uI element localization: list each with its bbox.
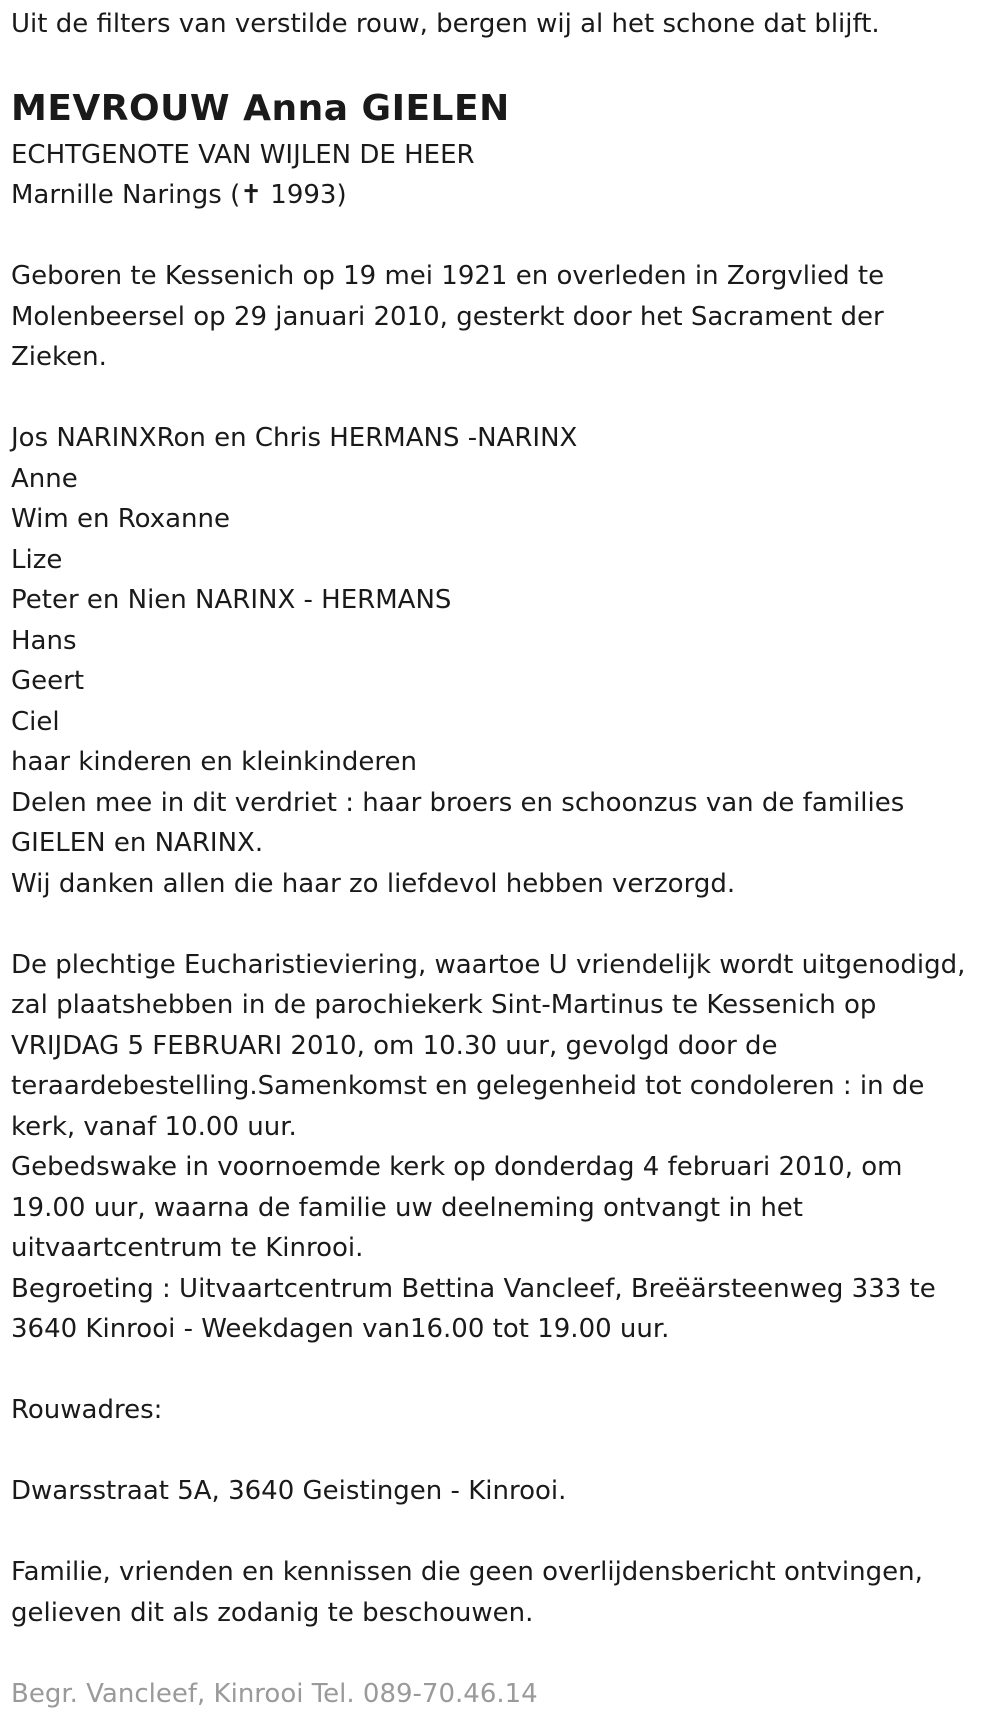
ceremony-paragraph — [11, 945, 996, 1350]
birth-death-paragraph — [11, 256, 996, 378]
obituary-notice — [11, 0, 996, 1714]
family-line: Delen mee in dit verdriet : haar broers en schoonzus van de families — [11, 783, 996, 824]
ceremony-line: uitvaartcentrum te Kinrooi. — [11, 1228, 996, 1269]
spacer — [11, 1350, 996, 1391]
mourning-address-label: Rouwadres: — [11, 1390, 996, 1431]
paragraph-line: Zieken. — [11, 337, 996, 378]
family-list — [11, 418, 996, 904]
spacer — [11, 378, 996, 419]
family-line: Lize — [11, 540, 996, 581]
ceremony-line: De plechtige Eucharistieviering, waartoe U vriendelijk wordt uitgenodigd, — [11, 945, 996, 986]
ceremony-line: Gebedswake in voornoemde kerk op donderdag 4 februari 2010, om — [11, 1147, 996, 1188]
notice-line: gelieven dit als zodanig te beschouwen. — [11, 1593, 996, 1634]
ceremony-line: Begroeting : Uitvaartcentrum Bettina Vancleef, Breëärsteenweg 333 te — [11, 1269, 996, 1310]
notice-line: Familie, vrienden en kennissen die geen overlijdensbericht ontvingen, — [11, 1552, 996, 1593]
spouse-title: ECHTGENOTE VAN WIJLEN DE HEER — [11, 135, 996, 176]
motto-text: Uit de filters van verstilde rouw, bergen wij al het schone dat blijft. — [11, 0, 996, 45]
family-line: GIELEN en NARINX. — [11, 823, 996, 864]
family-line: Anne — [11, 459, 996, 500]
spacer — [11, 904, 996, 945]
ceremony-line: zal plaatshebben in de parochiekerk Sint-Martinus te Kessenich op — [11, 985, 996, 1026]
family-line: Wij danken allen die haar zo liefdevol hebben verzorgd. — [11, 864, 996, 905]
family-line: Ciel — [11, 702, 996, 743]
spacer — [11, 216, 996, 257]
spacer — [11, 1633, 996, 1674]
family-line: Peter en Nien NARINX - HERMANS — [11, 580, 996, 621]
spacer — [11, 1431, 996, 1472]
funeral-home-footer: Begr. Vancleef, Kinrooi Tel. 089-70.46.14 — [11, 1674, 996, 1714]
notice-paragraph — [11, 1552, 996, 1633]
family-line: Jos NARINXRon en Chris HERMANS -NARINX — [11, 418, 996, 459]
spacer — [11, 1512, 996, 1553]
family-line: Hans — [11, 621, 996, 662]
deceased-name: MEVROUW Anna GIELEN — [11, 83, 996, 135]
ceremony-line: kerk, vanaf 10.00 uur. — [11, 1107, 996, 1148]
spouse-name: Marnille Narings (✝ 1993) — [11, 175, 996, 216]
mourning-address: Dwarsstraat 5A, 3640 Geistingen - Kinrooi. — [11, 1471, 996, 1512]
ceremony-line: 19.00 uur, waarna de familie uw deelneming ontvangt in het — [11, 1188, 996, 1229]
ceremony-line: teraardebestelling.Samenkomst en gelegenheid tot condoleren : in de — [11, 1066, 996, 1107]
family-line: haar kinderen en kleinkinderen — [11, 742, 996, 783]
ceremony-line: 3640 Kinrooi - Weekdagen van16.00 tot 19.00 uur. — [11, 1309, 996, 1350]
ceremony-line: VRIJDAG 5 FEBRUARI 2010, om 10.30 uur, gevolgd door de — [11, 1026, 996, 1067]
family-line: Wim en Roxanne — [11, 499, 996, 540]
paragraph-line: Geboren te Kessenich op 19 mei 1921 en overleden in Zorgvlied te — [11, 256, 996, 297]
paragraph-line: Molenbeersel op 29 januari 2010, gesterkt door het Sacrament der — [11, 297, 996, 338]
family-line: Geert — [11, 661, 996, 702]
